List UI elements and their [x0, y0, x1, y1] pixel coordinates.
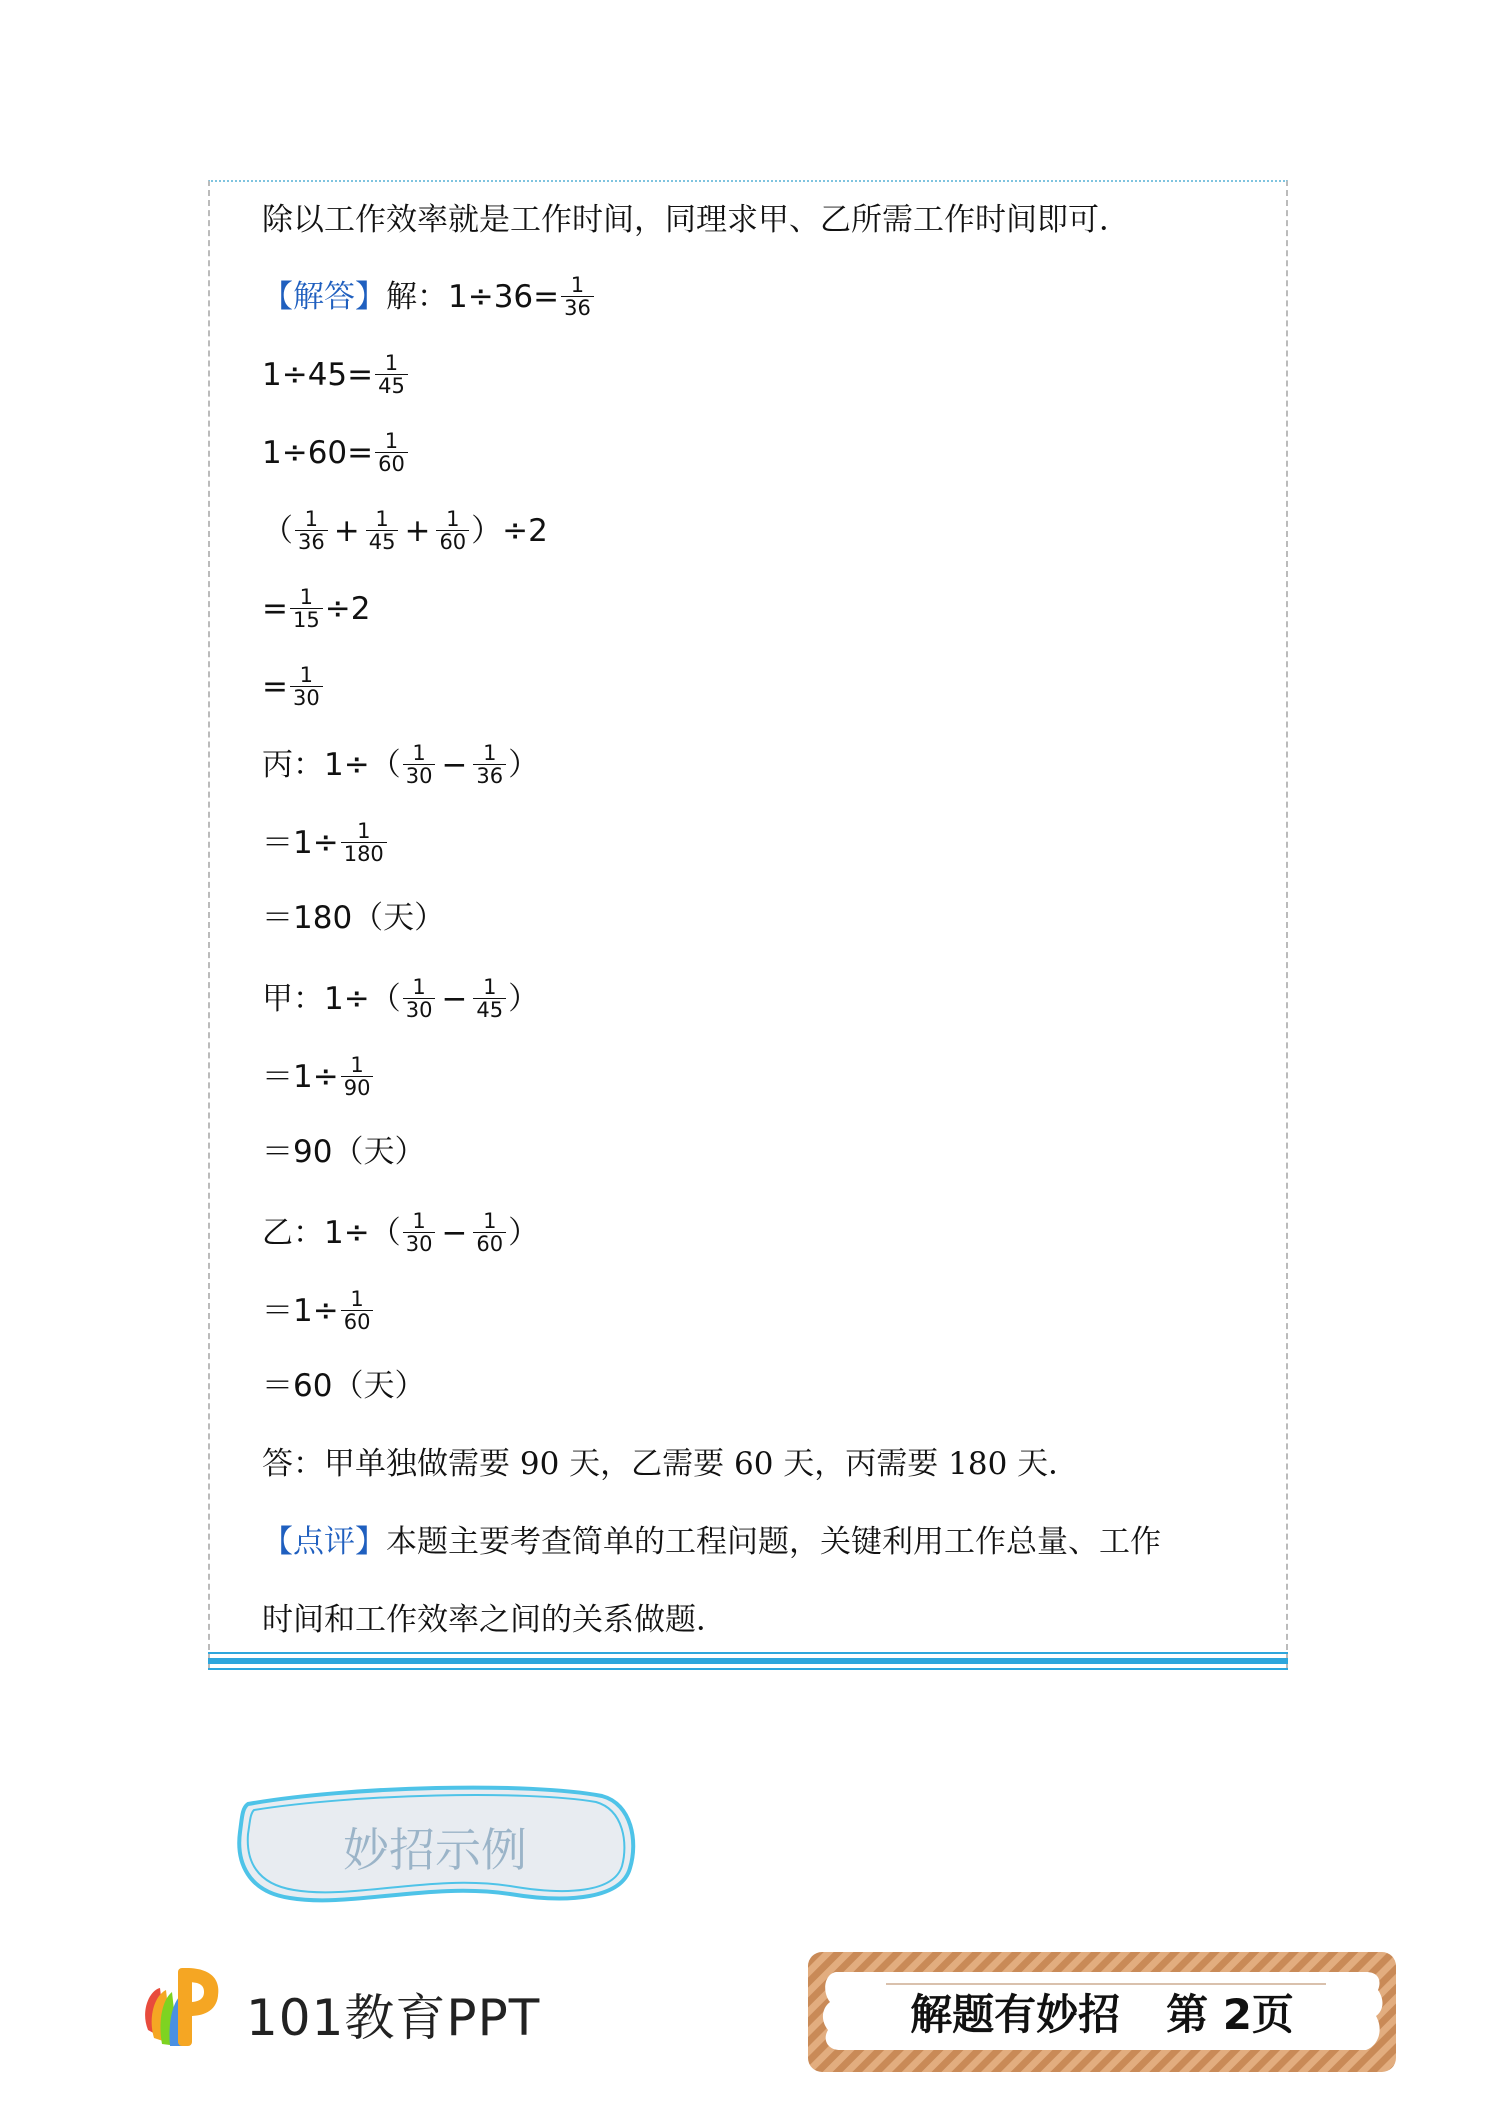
jia-label: 甲： — [262, 980, 324, 1017]
answer-line — [262, 274, 596, 319]
bing-fraction-2: $\frac{1}{36}$ — [473, 742, 506, 787]
review-line-2 — [262, 1600, 727, 1640]
paren-open: （ — [369, 746, 401, 783]
answer-tag: 【解答】 — [262, 278, 386, 315]
equals-sign: = — [262, 590, 288, 627]
paren-close: ） — [471, 512, 503, 549]
yi-fraction-2: $\frac{1}{60}$ — [473, 1210, 506, 1255]
yi2-expr: ＝1÷ — [262, 1292, 339, 1329]
step5-line — [262, 586, 370, 631]
step1-fraction: $\frac{1}{36}$ — [561, 274, 594, 319]
paren-open: （ — [369, 1214, 401, 1251]
bing-line — [262, 742, 539, 787]
yi3-line — [262, 1366, 425, 1406]
yi2-fraction: $\frac{1}{60}$ — [341, 1288, 374, 1333]
jia-fraction-2: $\frac{1}{45}$ — [473, 976, 506, 1021]
review-tag: 【点评】 — [262, 1524, 386, 1560]
brand-logo-icon — [140, 1960, 220, 2050]
minus-sign: − — [441, 1214, 468, 1251]
minus-sign: − — [441, 980, 468, 1017]
review-line-1 — [262, 1522, 1161, 1562]
step5-tail: ÷2 — [324, 590, 371, 627]
bing-fraction-1: $\frac{1}{30}$ — [403, 742, 436, 787]
plus-sign: + — [333, 512, 360, 549]
jia-expr: 1÷ — [324, 980, 370, 1017]
yi-line — [262, 1210, 539, 1255]
step2-fraction: $\frac{1}{45}$ — [375, 352, 408, 397]
bing2-fraction: $\frac{1}{180}$ — [341, 820, 387, 865]
paren-open: （ — [262, 512, 293, 549]
step6-line — [262, 664, 325, 709]
minus-sign: − — [441, 746, 468, 783]
step4-line — [262, 508, 548, 553]
bing2-expr: ＝1÷ — [262, 824, 339, 861]
jia2-line — [262, 1054, 375, 1099]
page-number: 第 2页 — [1166, 1990, 1294, 2039]
bing-expr: 1÷ — [324, 746, 370, 783]
paren-close: ） — [508, 746, 540, 783]
badge-label: 妙招示例 — [343, 1823, 527, 1877]
jia-line — [262, 976, 539, 1021]
bottom-rule-bottom — [208, 1668, 1288, 1670]
step4-fraction-2: $\frac{1}{45}$ — [366, 508, 399, 553]
plus-sign: + — [404, 512, 431, 549]
jia-result: ＝90（天） — [262, 1134, 426, 1170]
intro-line — [262, 200, 1130, 240]
jia-fraction-1: $\frac{1}{30}$ — [403, 976, 436, 1021]
yi-result: ＝60（天） — [262, 1368, 426, 1404]
conclusion-text: 答：甲单独做需要 90 天，乙需要 60 天，丙需要 180 天． — [262, 1446, 1080, 1482]
review-text-2: 时间和工作效率之间的关系做题． — [262, 1602, 727, 1638]
step3-fraction: $\frac{1}{60}$ — [375, 430, 408, 475]
yi-fraction-1: $\frac{1}{30}$ — [403, 1210, 436, 1255]
paren-close: ） — [508, 1214, 540, 1251]
footer-label — [806, 1950, 1398, 2074]
jia3-line — [262, 1132, 425, 1172]
yi-expr: 1÷ — [324, 1214, 370, 1251]
step4-fraction-1: $\frac{1}{36}$ — [295, 508, 328, 553]
paren-open: （ — [369, 980, 401, 1017]
paren-close: ） — [508, 980, 540, 1017]
step1-expr: 1÷36= — [448, 278, 560, 315]
step6-fraction: $\frac{1}{30}$ — [290, 664, 323, 709]
jia2-fraction: $\frac{1}{90}$ — [341, 1054, 374, 1099]
step4-tail: ÷2 — [502, 512, 548, 549]
bottom-rule-top — [208, 1652, 1288, 1654]
yi-label: 乙： — [262, 1214, 324, 1251]
brand-name: 101教育PPT — [246, 1989, 541, 2047]
footer-title: 解题有妙招 — [910, 1990, 1121, 2039]
solve-prefix: 解： — [386, 278, 448, 315]
step3-line — [262, 430, 410, 475]
jia2-expr: ＝1÷ — [262, 1058, 339, 1095]
review-text-1: 本题主要考查简单的工程问题，关键利用工作总量、工作 — [386, 1524, 1161, 1560]
step5-fraction: $\frac{1}{15}$ — [290, 586, 323, 631]
bing2-line — [262, 820, 389, 865]
intro-text: 除以工作效率就是工作时间，同理求甲、乙所需工作时间即可． — [262, 202, 1130, 238]
equals-sign: = — [262, 668, 288, 705]
bing3-line — [262, 898, 445, 938]
bottom-rule — [208, 1658, 1288, 1664]
yi2-line — [262, 1288, 375, 1333]
bing-label: 丙： — [262, 746, 324, 783]
step3-expr: 1÷60= — [262, 434, 374, 471]
step2-line — [262, 352, 410, 397]
step4-fraction-3: $\frac{1}{60}$ — [436, 508, 469, 553]
bing-result: ＝180（天） — [262, 900, 446, 936]
conclusion-line — [262, 1444, 1079, 1484]
step2-expr: 1÷45= — [262, 356, 374, 393]
